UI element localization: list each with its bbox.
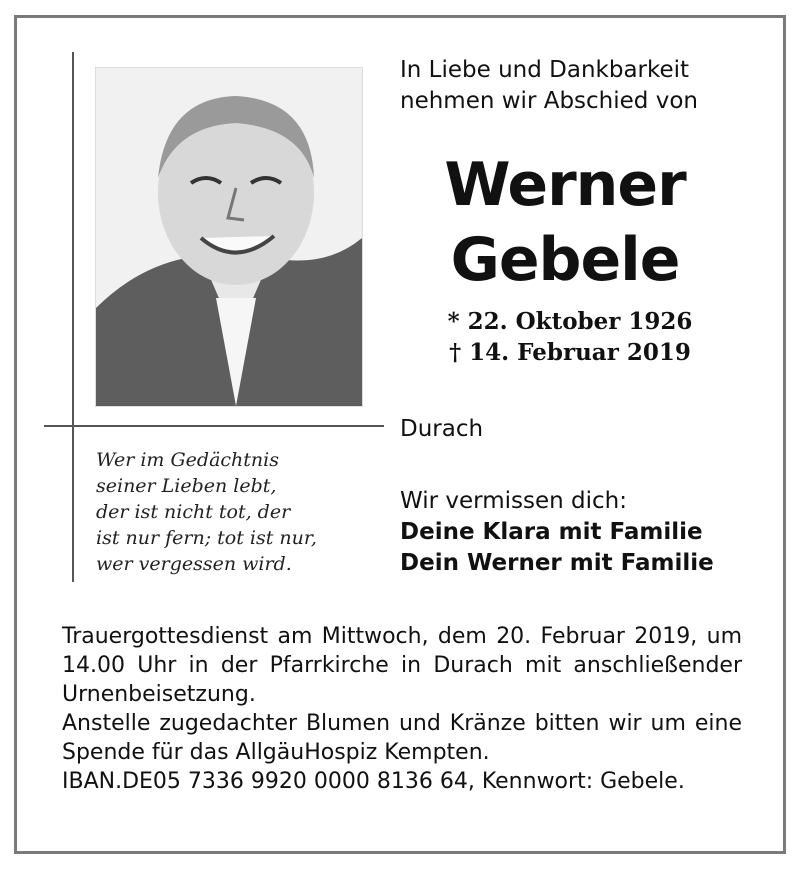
intro-line-2: nehmen wir Abschied von	[400, 88, 698, 114]
quote-line: ist nur fern; tot ist nur,	[96, 527, 317, 549]
intro-line-1: In Liebe und Dankbarkeit	[400, 57, 690, 83]
death-date: † 14. Februar 2019	[449, 339, 691, 366]
mourners-heading: Wir vermissen dich:	[400, 488, 627, 514]
mourner-name: Deine Klara mit Familie	[400, 519, 703, 545]
last-name: Gebele	[450, 225, 680, 295]
mourners-block	[400, 486, 790, 579]
portrait-photo	[95, 67, 363, 407]
cross-horizontal-line	[44, 425, 384, 427]
quote-line: seiner Lieben lebt,	[96, 475, 277, 497]
memorial-quote	[96, 447, 366, 577]
service-notice	[62, 622, 742, 796]
portrait-photo-drawing	[96, 68, 362, 406]
iban-info: IBAN.DE05 7336 9920 0000 8136 64, Kennwort: Gebele.	[62, 769, 685, 794]
quote-line: Wer im Gedächtnis	[96, 449, 279, 471]
mourner-name: Dein Werner mit Familie	[400, 550, 714, 576]
quote-line: wer vergessen wird.	[96, 553, 292, 575]
residence: Durach	[400, 416, 484, 442]
deceased-name	[400, 148, 730, 298]
cross-vertical-line	[72, 52, 74, 582]
life-dates	[420, 306, 720, 368]
quote-line: der ist nicht tot, der	[96, 501, 291, 523]
service-details: Trauergottesdienst am Mittwoch, dem 20. Februar 2019, um 14.00 Uhr in der Pfarrkirche in Durach mit anschließender Urnenbeisetzung.	[62, 624, 742, 707]
birth-date: * 22. Oktober 1926	[447, 308, 693, 335]
intro-text	[400, 55, 770, 117]
donation-request: Anstelle zugedachter Blumen und Kränze bitten wir um eine Spende für das AllgäuHospiz Kempten.	[62, 711, 742, 765]
first-name: Werner	[444, 150, 686, 220]
